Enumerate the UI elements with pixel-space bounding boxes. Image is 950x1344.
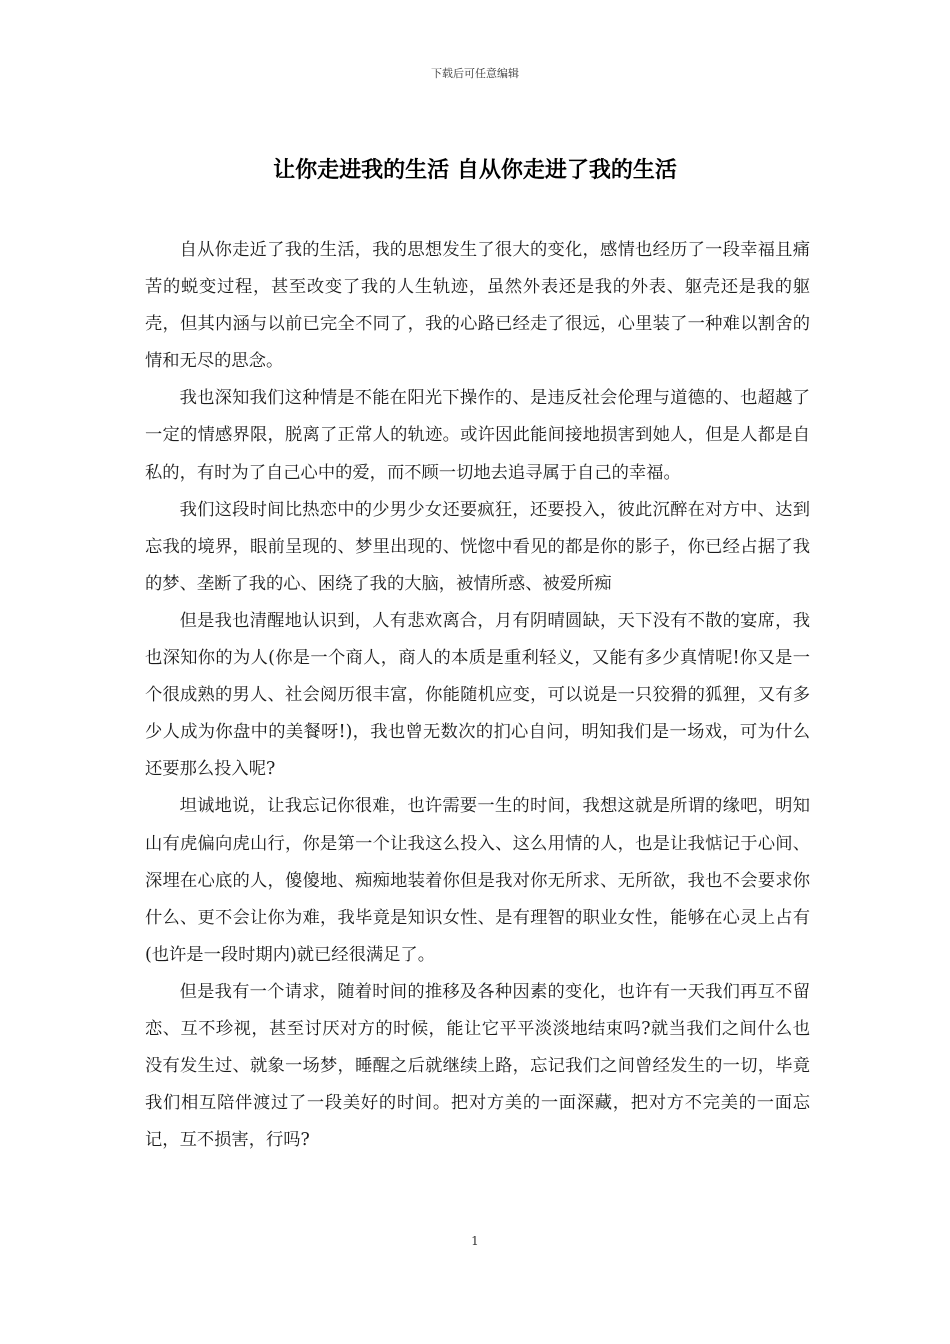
paragraph-5: 坦诚地说，让我忘记你很难，也许需要一生的时间，我想这就是所谓的缘吧，明知山有虎偏向虎山行，你是第一个让我这么投入、这么用情的人，也是让我惦记于心间、深埋在心底的人，傻傻地、痴痴地装着你但是我对你无所求、无所欲，我也不会要求你什么、更不会让你为难，我毕竟是知识女性、是有理智的职业女性，能够在心灵上占有(也许是一段时期内)就已经很满足了。 xyxy=(145,796,810,965)
paragraph-2: 我也深知我们这种情是不能在阳光下操作的、是违反社会伦理与道德的、也超越了一定的情感界限，脱离了正常人的轨迹。或许因此能间接地损害到她人，但是人都是自私的，有时为了自己心中的爱，而不顾一切地去追寻属于自己的幸福。 xyxy=(145,388,810,483)
document-title: 让你走进我的生活 自从你走进了我的生活 xyxy=(273,158,677,183)
document-body xyxy=(145,232,810,1159)
page-number: 1 xyxy=(471,1234,479,1248)
paragraph-6: 但是我有一个请求，随着时间的推移及各种因素的变化，也许有一天我们再互不留恋、互不珍视，甚至讨厌对方的时候，能让它平平淡淡地结束吗?就当我们之间什么也没有发生过、就象一场梦，睡醒之后就继续上路，忘记我们之间曾经发生的一切，毕竟我们相互陪伴渡过了一段美好的时间。把对方美的一面深藏，把对方不完美的一面忘记，互不损害，行吗? xyxy=(145,981,810,1151)
paragraph-3: 我们这段时间比热恋中的少男少女还要疯狂，还要投入，彼此沉醉在对方中、达到忘我的境界，眼前呈现的、梦里出现的、恍惚中看见的都是你的影子，你已经占据了我的梦、垄断了我的心、困绕了我的大脑，被情所惑、被爱所痴 xyxy=(145,499,810,594)
page-header: 下载后可任意编辑 xyxy=(431,67,519,80)
paragraph-1: 自从你走近了我的生活，我的思想发生了很大的变化，感情也经历了一段幸福且痛苦的蜕变过程，甚至改变了我的人生轨迹，虽然外表还是我的外表、躯壳还是我的躯壳，但其内涵与以前已完全不同了，我的心路已经走了很远，心里装了一种难以割舍的情和无尽的思念。 xyxy=(145,240,810,372)
paragraph-4: 但是我也清醒地认识到，人有悲欢离合，月有阴晴圆缺，天下没有不散的宴席，我也深知你的为人(你是一个商人，商人的本质是重利轻义，又能有多少真情呢!你又是一个很成熟的男人、社会阅历很丰富，你能随机应变，可以说是一只狡猾的狐狸，又有多少人成为你盘中的美餐呀!)，我也曾无数次的扪心自问，明知我们是一场戏，可为什么还要那么投入呢? xyxy=(145,610,810,780)
